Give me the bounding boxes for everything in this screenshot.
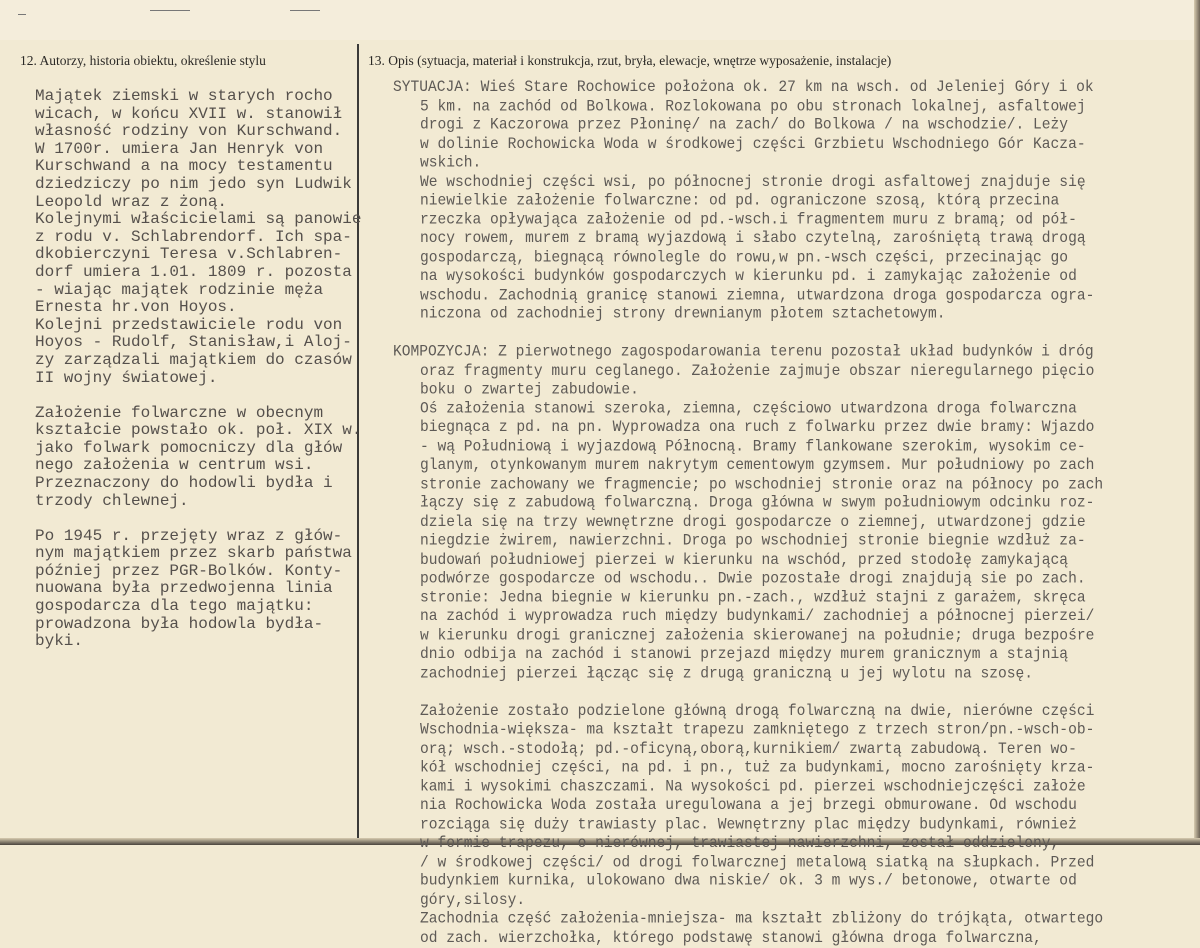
- text-line: W 1700r. umiera Jan Henryk von: [35, 139, 324, 158]
- text-line: w dolinie Rochowicka Woda w środkowej części Grzbietu Wschodniego Gór Kacza-: [420, 135, 1086, 153]
- section-13-heading: 13. Opis (sytuacja, materiał i konstrukcja, rzut, bryła, elewacje, wnętrze wyposażenie, instalacje): [368, 53, 892, 68]
- paragraph-gap: [393, 684, 1103, 703]
- text-line: zachodniej pierzei łącząc się z drugą graniczną u jej wylotu na szosę.: [420, 664, 1034, 683]
- text-line: KOMPOZYCJA: Z pierwotnego zagospodarowania terenu pozostał układ budynków i dróg: [393, 343, 1094, 361]
- text-line: nego założenia w centrum wsi.: [35, 456, 314, 475]
- text-line: w formie trapezu, o nierównej, trawiastej nawierzchni, został oddzielony,: [420, 835, 1060, 853]
- text-line: stronie: Jedna biegnie w kierunku pn.-zach., wzdłuż stajni z garażem, skręca: [420, 589, 1086, 607]
- text-line: Założenie folwarczne w obecnym: [35, 403, 324, 422]
- text-line: Ernesta hr.von Hoyos.: [35, 298, 237, 317]
- text-line: jako folwark pomocniczy dla głów: [35, 438, 343, 457]
- text-line: dorf umiera 1.01. 1809 r. pozosta: [35, 262, 352, 281]
- text-line: na zachód i wyprowadza ruch między budynkami/ zachodniej a północnej pierzei/: [420, 608, 1095, 626]
- history-text: [35, 88, 361, 651]
- text-line: od zach. wierzchołka, którego podstawę stanowi główna droga folwarczna,: [420, 929, 1042, 947]
- text-line: Wschodnia-większa- ma kształt trapezu zamkniętego z trzech stron/pn.-wsch-ob-: [420, 721, 1095, 739]
- text-line: glanym, otynkowanym murem nakrytym cementowym gzymsem. Mur południowy po zach: [420, 457, 1095, 475]
- text-line: Po 1945 r. przejęty wraz z głów-: [35, 526, 343, 545]
- text-line: Założenie zostało podzielone główną drogą folwarczną na dwie, nierówne części: [420, 702, 1095, 720]
- text-line: - wą Południową i wyjazdową Północną. Bramy flankowane szerokim, wysokim ce-: [420, 438, 1086, 456]
- text-line: boku o zwartej zabudowie.: [420, 381, 639, 399]
- text-line: orą; wsch.-stodołą; pd.-oficyną,oborą,kurnikiem/ zwartą zabudową. Teren wo-: [420, 740, 1077, 758]
- text-line: gospodarczą, biegnącą równolegle do rowu,w pn.-wsch części, przecinając go: [420, 249, 1069, 267]
- text-line: nym majątkiem przez skarb państwa: [35, 544, 352, 563]
- text-line: drogi z Kaczorowa przez Płoninę/ na zach/ do Bolkowa / na wschodzie/. Leży: [420, 116, 1069, 135]
- text-line: z rodu v. Schlabrendorf. Ich spa-: [35, 227, 352, 246]
- text-line: kół wschodniej części, na pd. i pn., tuż za budynkami, mocno zarośnięty krza-: [420, 759, 1095, 777]
- text-line: SYTUACJA: Wieś Stare Rochowice położona ok. 27 km na wsch. od Jeleniej Góry i ok: [393, 79, 1094, 97]
- text-line: trzody chlewnej.: [35, 491, 189, 510]
- text-line: rozciąga się duży trawiasty plac. Wewnętrzny plac między budynkami, również: [420, 816, 1077, 834]
- text-line: dziela się na trzy wewnętrzne drogi gospodarcze o ziemnej, utwardzonej gdzie: [420, 513, 1086, 531]
- text-line: dziedziczy po nim jedo syn Ludwik: [35, 174, 352, 193]
- text-line: łączy się z zabudową folwarczną. Droga główna w swym południowym odcinku roz-: [420, 494, 1095, 513]
- text-line: zy zarządzali majątkiem do czasów: [35, 350, 352, 369]
- text-line: Kolejnymi właścicielami są panowie: [35, 210, 362, 229]
- scan-mark: [18, 14, 26, 15]
- text-line: Kurschwand a na mocy testamentu: [35, 157, 333, 176]
- text-line: wicach, w końcu XVII w. stanowił: [35, 104, 343, 123]
- text-line: II wojny światowej.: [35, 368, 218, 387]
- text-line: góry,silosy.: [420, 891, 526, 909]
- form-top-strip: [0, 0, 1200, 40]
- text-line: We wschodniej części wsi, po północnej stronie drogi asfaltowej znajduje się: [420, 173, 1086, 191]
- text-line: 5 km. na zachód od Bolkowa. Rozlokowana po obu stronach lokalnej, asfaltowej: [420, 97, 1086, 116]
- text-line: Leopold wraz z żoną.: [35, 192, 228, 211]
- text-line: dkobierczyni Teresa v.Schlabren-: [35, 245, 343, 264]
- text-line: oraz fragmenty muru ceglanego. Założenie zajmuje obszar nieregularnego pięcio: [420, 362, 1095, 380]
- text-line: nuowana była przedwojenna linia: [35, 579, 333, 598]
- description-text: [393, 79, 1103, 948]
- text-line: na wysokości budynków gospodarczych w kierunku pd. i zamykając założenie od: [420, 268, 1077, 286]
- text-line: rzeczka opływająca założenie od pd.-wsch.i fragmentem muru z bramą; od pół-: [420, 211, 1077, 229]
- text-line: niewielkie założenie folwarczne: od pd. ograniczone szosą, którą przecina: [420, 192, 1060, 210]
- text-line: kształcie powstało ok. poł. XIX w.: [35, 421, 362, 440]
- text-line: nocy rowem, murem z bramą wyjazdową i słabo czytelną, zarośniętą trawą drogą: [420, 230, 1086, 248]
- text-line: później przez PGR-Bolków. Konty-: [35, 561, 343, 580]
- text-line: nia Rochowicka Woda została uregulowana a jej brzegi obmurowane. Od wschodu: [420, 797, 1077, 815]
- text-line: biegnąca z pd. na pn. Wyprowadza ona ruch z folwarku przez dwie bramy: Wjazdo: [420, 419, 1095, 437]
- text-line: Zachodnia część założenia-mniejsza- ma kształt zbliżony do trójkąta, otwartego: [420, 910, 1104, 928]
- text-line: własność rodziny von Kurschwand.: [35, 122, 343, 141]
- paragraph-gap: [35, 510, 361, 528]
- text-line: gospodarcza dla tego majątku:: [35, 597, 314, 616]
- text-line: kami i wysokimi chaszczami. Na wysokości pd. pierzei wschodniejczęści założe: [420, 778, 1086, 796]
- scan-mark: [150, 10, 190, 11]
- text-line: Przeznaczony do hodowli bydła i: [35, 473, 333, 492]
- text-line: dnio odbija na zachód i stanowi przejazd między murem granicznym a stajnią: [420, 646, 1069, 664]
- text-line: podwórze gospodarcze od wschodu.. Dwie pozostałe drogi znajdują sie po zach.: [420, 570, 1086, 588]
- text-line: / w środkowej części/ od drogi folwarcznej metalową siatką na słupkach. Przed: [420, 853, 1095, 872]
- text-line: budowań południowej pierzei w kierunku na wschód, przed stodołę zamykającą: [420, 551, 1069, 569]
- paragraph-gap: [35, 387, 361, 405]
- section-12-heading: 12. Autorzy, historia obiektu, określenie stylu: [20, 53, 266, 68]
- text-line: niegdzie żwirem, nawierzchni. Droga po wschodniej stronie biegnie wzdłuż za-: [420, 532, 1086, 550]
- text-line: byki.: [35, 632, 84, 651]
- paragraph-gap: [393, 325, 1103, 344]
- text-line: prowadzona była hodowla bydła-: [35, 614, 324, 633]
- text-line: niczona od zachodniej strony drewnianym płotem sztachetowym.: [420, 305, 946, 324]
- text-line: Hoyos - Rudolf, Stanisław,i Aloj-: [35, 333, 352, 352]
- scan-mark: [290, 10, 320, 11]
- text-line: wschodu. Zachodnią granicę stanowi ziemna, utwardzona droga gospodarcza ogra-: [420, 286, 1095, 305]
- text-line: budynkiem kurnika, ulokowano dwa niskie/ ok. 3 m wys./ betonowe, otwarte od: [420, 872, 1077, 891]
- text-line: - wiając majątek rodzinie męża: [35, 280, 324, 299]
- text-line: Oś założenia stanowi szeroka, ziemna, częściowo utwardzona droga folwarczna: [420, 400, 1077, 418]
- page-edge: [1194, 0, 1200, 845]
- text-line: wskich.: [420, 154, 482, 172]
- text-line: Kolejni przedstawiciele rodu von: [35, 315, 343, 334]
- text-line: stronie zachowany we fragmencie; po wschodniej stronie oraz na północy po zach: [420, 475, 1104, 494]
- text-line: w kierunku drogi granicznej założenia skierowanej na południe; druga bezpośre: [420, 627, 1095, 645]
- text-line: Majątek ziemski w starych rocho: [35, 87, 333, 105]
